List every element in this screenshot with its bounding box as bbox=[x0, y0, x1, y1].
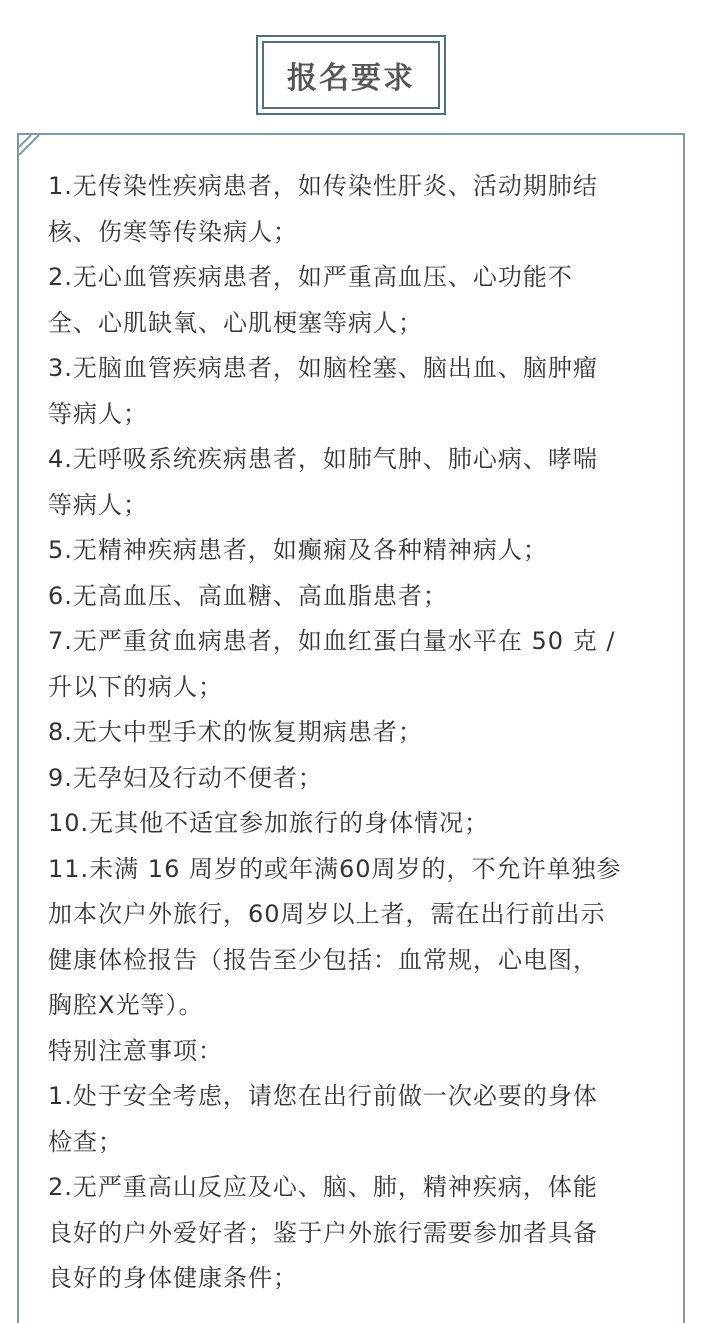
notice-heading: 特别注意事项： bbox=[48, 1036, 223, 1065]
section-title-frame bbox=[256, 35, 446, 115]
text-line: 4.无呼吸系统疾病患者，如肺气肿、肺心病、哮喘 bbox=[48, 445, 598, 473]
section-title-inner-frame bbox=[262, 41, 440, 109]
requirements-panel bbox=[17, 133, 685, 1323]
text-line: 3.无脑血管疾病患者，如脑栓塞、脑出血、脑肿瘤 bbox=[48, 354, 598, 382]
text-line: 10.无其他不适宜参加旅行的身体情况； bbox=[48, 809, 490, 837]
text-line: 核、伤寒等传染病人； bbox=[48, 217, 298, 246]
text-line: 加本次户外旅行，60周岁以上者，需在出行前出示 bbox=[48, 900, 606, 928]
text-line: 1.处于安全考虑，请您在出行前做一次必要的身体 bbox=[48, 1082, 598, 1110]
requirements-text bbox=[48, 164, 660, 1302]
text-line: 全、心肌缺氧、心肌梗塞等病人； bbox=[48, 308, 423, 337]
text-line: 等病人； bbox=[48, 399, 148, 428]
text-line: 良好的身体健康条件； bbox=[48, 1264, 298, 1292]
text-line: 胸腔X光等）。 bbox=[48, 991, 204, 1019]
text-line: 2.无严重高山反应及心、脑、肺，精神疾病，体能 bbox=[48, 1173, 598, 1201]
text-line: 8.无大中型手术的恢复期病患者； bbox=[48, 718, 423, 746]
text-line: 5.无精神疾病患者，如癫痫及各种精神病人； bbox=[48, 536, 548, 564]
text-line: 等病人； bbox=[48, 490, 148, 519]
text-line: 11.未满 16 周岁的或年满60周岁的，不允许单独参 bbox=[48, 854, 622, 883]
text-line: 1.无传染性疾病患者，如传染性肝炎、活动期肺结 bbox=[48, 172, 598, 200]
text-line: 9.无孕妇及行动不便者； bbox=[48, 763, 323, 792]
text-line: 升以下的病人； bbox=[48, 672, 223, 701]
text-line: 健康体检报告（报告至少包括：血常规，心电图， bbox=[48, 945, 598, 974]
text-line: 7.无严重贫血病患者，如血红蛋白量水平在 50 克 / bbox=[48, 627, 616, 655]
text-line: 2.无心血管疾病患者，如严重高血压、心功能不 bbox=[48, 263, 573, 291]
corner-decoration-icon bbox=[19, 135, 41, 157]
text-line: 6.无高血压、高血糖、高血脂患者； bbox=[48, 581, 448, 610]
section-title: 报名要求 bbox=[287, 61, 415, 96]
text-line: 检查； bbox=[48, 1127, 123, 1156]
text-line: 良好的户外爱好者；鉴于户外旅行需要参加者具备 bbox=[48, 1218, 598, 1247]
